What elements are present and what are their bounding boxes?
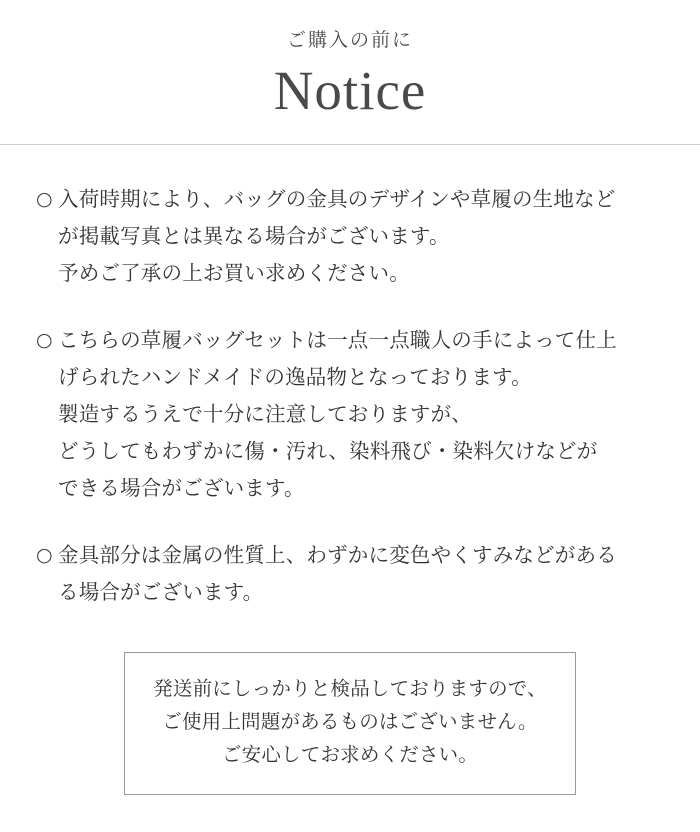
note-line: こちらの草履バッグセットは一点一点職人の手によって仕上 (58, 328, 617, 352)
note-line: る場合がございます。 (58, 580, 264, 604)
header-subtitle: ご購入の前に (286, 30, 413, 51)
note-text-block (58, 181, 664, 292)
note-line: 予めご了承の上お買い求めください。 (58, 261, 410, 285)
note-line: げられたハンドメイドの逸品物となっております。 (58, 365, 532, 389)
note-line: 製造するうえで十分に注意しておりますが、 (58, 402, 472, 426)
page-header (0, 0, 700, 122)
list-item (36, 322, 664, 507)
assurance-box (124, 652, 576, 795)
note-line: が掲載写真とは異なる場合がございます。 (58, 224, 450, 248)
note-line: 金具部分は金属の性質上、わずかに変色やくすみなどがある (58, 543, 617, 567)
note-text-block (58, 537, 664, 611)
note-line: どうしてもわずかに傷・汚れ、染料飛び・染料欠けなどが (58, 439, 598, 463)
bullet-icon: ○ (36, 187, 53, 210)
assurance-line: ご使用上問題があるものはございません。 (162, 711, 538, 733)
note-line: できる場合がございます。 (58, 476, 305, 500)
page-title: Notice (273, 59, 427, 121)
note-text-block (58, 322, 664, 507)
bullet-icon: ○ (36, 328, 53, 351)
notice-list (0, 145, 700, 611)
note-line: 入荷時期により、バッグの金具のデザインや草履の生地など (58, 187, 616, 211)
assurance-line: ご安心してお求めください。 (221, 744, 479, 766)
assurance-line: 発送前にしっかりと検品しておりますので、 (153, 678, 547, 700)
bullet-icon: ○ (36, 543, 53, 566)
list-item (36, 181, 664, 292)
list-item (36, 537, 664, 611)
